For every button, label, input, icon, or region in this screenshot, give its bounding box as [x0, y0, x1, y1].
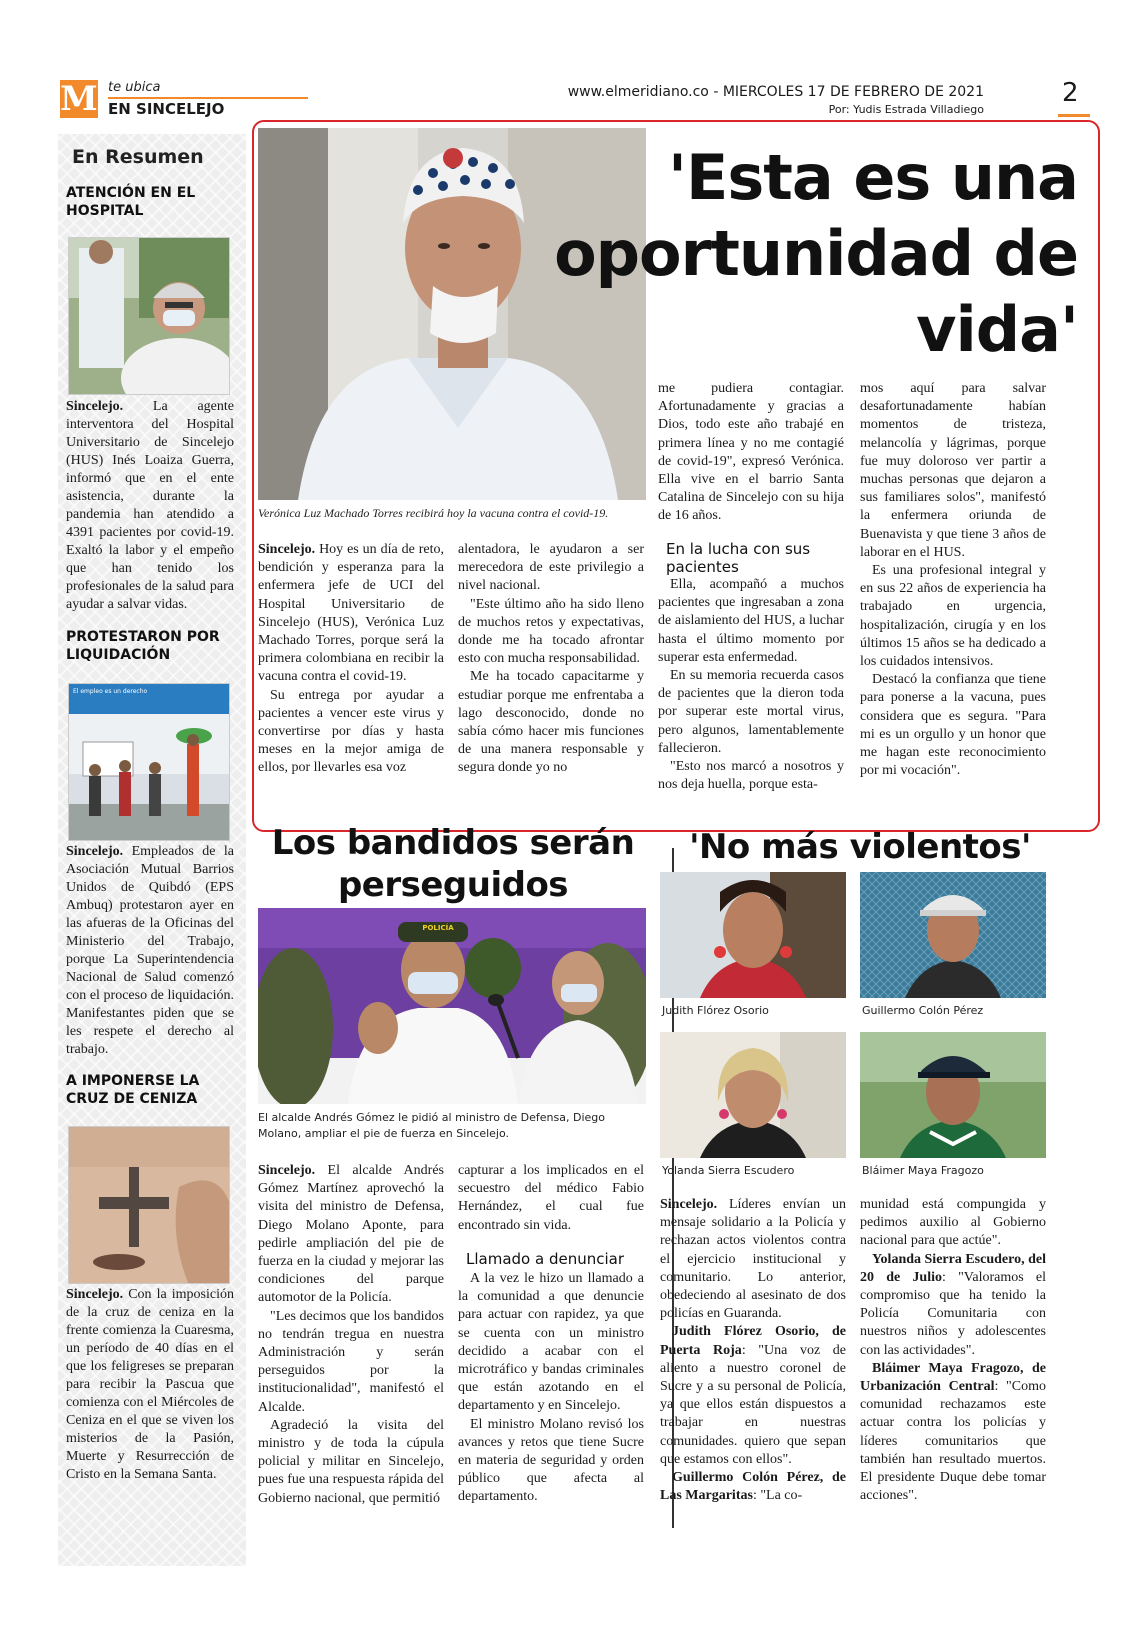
story2-col2: capturar a los implicados en el secuestro del médico Fabio Hernández, el cual fue encontrado sin vida. — [458, 1163, 644, 1233]
header-byline: Por: Yudis Estrada Villadiego — [828, 103, 984, 116]
story2-photo-caption: El alcalde Andrés Gómez le pidió al ministro de Defensa, Diego Molano, ampliar el pie de fuerza en Sincelejo. — [258, 1111, 605, 1140]
protest-sign-text: El empleo es un derecho — [73, 688, 148, 695]
story3-headline: 'No más violentos' — [689, 827, 1031, 867]
page-number: 2 — [1062, 78, 1079, 108]
portrait-yolanda — [660, 1032, 846, 1158]
main-col1: Sincelejo. Hoy es un día de reto, bendición y esperanza para la enfermera jefe de UCI del Hospital Universitario de Sincelejo (HUS), Verónica Luz Machado Torres, porque será la primera colombiana en recibir la vacuna contra el covid-19. Su entrega por ayudar a pacientes a vencer este virus y convertirse por días y hasta meses en la mejor amiga de ellos, por llevarles esa voz — [258, 542, 444, 776]
sidebar-item-text: Sincelejo. La agente interventora del Hospital Universitario de Sincelejo (HUS) Inés Loaiza Guerra, informó que en el ente asistencia, durante la pandemia han atendido a 4391 pacientes por covid-19. Exaltó la labor y el empeño que han tenido los profesionales de la salud para ayudar a salvar vidas. — [66, 399, 234, 612]
sidebar-title: En Resumen — [72, 146, 204, 168]
ash-cross-photo — [68, 1126, 230, 1284]
main-photo-caption: Verónica Luz Machado Torres recibirá hoy la vacuna contra el covid-19. — [258, 506, 609, 520]
portrait-caption: Yolanda Sierra Escudero — [662, 1164, 795, 1177]
portrait-blaimer — [860, 1032, 1046, 1158]
portrait-caption: Bláimer Maya Fragozo — [862, 1164, 984, 1177]
main-headline: 'Esta es una oportunidad de vida' — [554, 141, 1078, 366]
main-col2: alentadora, le ayudaron a ser merecedora de este privilegio a nivel nacional. "Este último año ha sido lleno de muchos retos y expectativas, donde me ha tocado afrontar esto con mucha responsabilidad. Me ha tocado capacitarme y estudiar porque me enfrentaba a lago desconocido, donde no sabía cómo hacer mis funciones de una manera responsable y segura donde yo no — [458, 542, 644, 776]
protest-photo — [68, 683, 230, 841]
section-tagline-small: te ubica — [108, 80, 161, 95]
story2-subhead: Llamado a denunciar — [466, 1250, 624, 1268]
section-tagline: EN SINCELEJO — [108, 100, 225, 118]
main-subhead: En la lucha con sus pacientes — [666, 540, 811, 576]
portrait-caption: Guillermo Colón Pérez — [862, 1004, 984, 1017]
portrait-caption: Judith Flórez Osorio — [662, 1004, 769, 1017]
main-col3: Ella, acompañó a muchos pacientes que ingresaban a zona de aislamiento del HUS, a luchar hasta el último momento por superar esta enfermedad. En su memoria recuerda casos de pacientes que la dieron toda por superar este mortal virus, pero algunos, lamentablemente fallecieron. "Esto nos marcó a nosotros y nos deja huella, porque esta- — [658, 577, 844, 793]
newspaper-logo: M — [60, 79, 98, 119]
story2-headline: Los bandidos serán perseguidos — [271, 823, 635, 905]
page-number-underline — [1058, 114, 1090, 117]
sidebar-item-headline: ATENCIÓN EN EL HOSPITAL — [66, 185, 196, 219]
header-orange-rule — [108, 97, 308, 99]
story3-col2: munidad está compungida y pedimos auxilio al Gobierno nacional para que actúe". Yolanda Sierra Escudero, del 20 de Julio: "Valoramos el compromiso que ha tenido la Policía Comunitaria con nuestros niños y adolescentes con las actividades". Bláimer Maya Fragozo, de Urbanización Central: "Como comunidad rechazamos este actuar contra los policías y líderes comunitarios que también han resultado muertos. El presidente Duque debe tomar acciones". — [860, 1197, 1046, 1504]
sidebar-item-headline: PROTESTARON POR LIQUIDACIÓN — [66, 629, 220, 663]
sidebar-item-text: Sincelejo. Empleados de la Asociación Mutual Barrios Unidos de Quibdó (EPS Ambuq) protestaron ayer en las afueras de la Oficinas del Ministerio del Trabajo, porque La Superintendencia Nacional de Salud comenzó con el proceso de liquidación. Manifestantes piden que se les respete el derecho al trabajo. — [66, 844, 234, 1057]
police-cap-text: POLICÍA — [422, 924, 454, 932]
story3-col1: Sincelejo. Líderes envían un mensaje solidario a la Policía y rechazan actos violentos contra el ejercicio institucional y comunitario. Lo anterior, obedeciendo al asesinato de dos policías en Guaranda. Judith Flórez Osorio, de Puerta Roja: "Una voz de aliento a nuestro coronel de Sucre y a su personal de Policía, ya que ellos están dispuestos a trabajar en nuestras comunidades. quiero que sepan que estamos con ellos". Guillermo Colón Pérez, de Las Margaritas: "La co- — [660, 1197, 846, 1504]
header-date-line: www.elmeridiano.co - MIERCOLES 17 DE FEBRERO DE 2021 — [567, 84, 984, 100]
portrait-judith — [660, 872, 846, 998]
sidebar-item-headline: A IMPONERSE LA CRUZ DE CENIZA — [66, 1073, 200, 1107]
story2-col1: Sincelejo. El alcalde Andrés Gómez Martínez aprovechó la visita del ministro de Defensa, Diego Molano Aponte, para pedirle ampliación del pie de fuerza en la ciudad y mejorar las condiciones del parque automotor de la Policía. "Les decimos que los bandidos no tendrán tregua en nuestra Administración y serán perseguidos por la institucionalidad", manifestó el Alcalde. Agradeció la visita del ministro y de toda la cúpula policial y militar en Sincelejo, pues fue una respuesta rápida del Gobierno nacional, que permitió — [258, 1163, 444, 1506]
main-col3-top: me pudiera contagiar. Afortunadamente y gracias a Dios, todo este año trabajé en primera línea y no me contagié de covid-19", expresó Verónica. Ella vive en el barrio Santa Catalina de Sincelejo con su hija de 16 años. — [658, 381, 844, 524]
story2-col2-cont: A la vez le hizo un llamado a la comunidad a que denuncie para actuar con rapidez, ya que se cuenta con un ministro decidido a acabar con el microtráfico y bandas criminales que están azotando en el departamento y en Sincelejo. El ministro Molano revisó los avances y retos que tiene Sucre en materia de seguridad y orden público que afecta al departamento. — [458, 1271, 644, 1505]
portrait-guillermo — [860, 872, 1046, 998]
mayor-minister-photo — [258, 908, 646, 1104]
hospital-photo — [68, 237, 230, 395]
sidebar-item-text: Sincelejo. Con la imposición de la cruz de ceniza en la frente comienza la Cuaresma, un período de 40 días en el que los feligreses se preparan para recibir la Pascua que comienza con el Miércoles de Ceniza en el que se viven los misterios de la Pasión, Muerte y Resurrección de Cristo en la Semana Santa. — [66, 1287, 234, 1482]
main-col4: mos aquí para salvar desafortunadamente habían momentos de tristeza, melancolía y lágrimas, porque fue muy doloroso ver partir a muchas personas que dejaron a sus familiares solos", manifestó la enfermera oriunda de Buenavista y que tiene 3 años de laborar en el HUS. Es una profesional integral y en sus 22 años de experiencia ha trabajado en urgencia, hospitalización, cirugía y en los últimos 15 años se ha dedicado a los cuidados intensivos. Destacó la confianza que tiene para ponerse a la vacuna, pues considera que es segura. "Para mi es un orgullo y un honor que me hagan este reconocimiento por mi vocación". — [860, 381, 1046, 779]
